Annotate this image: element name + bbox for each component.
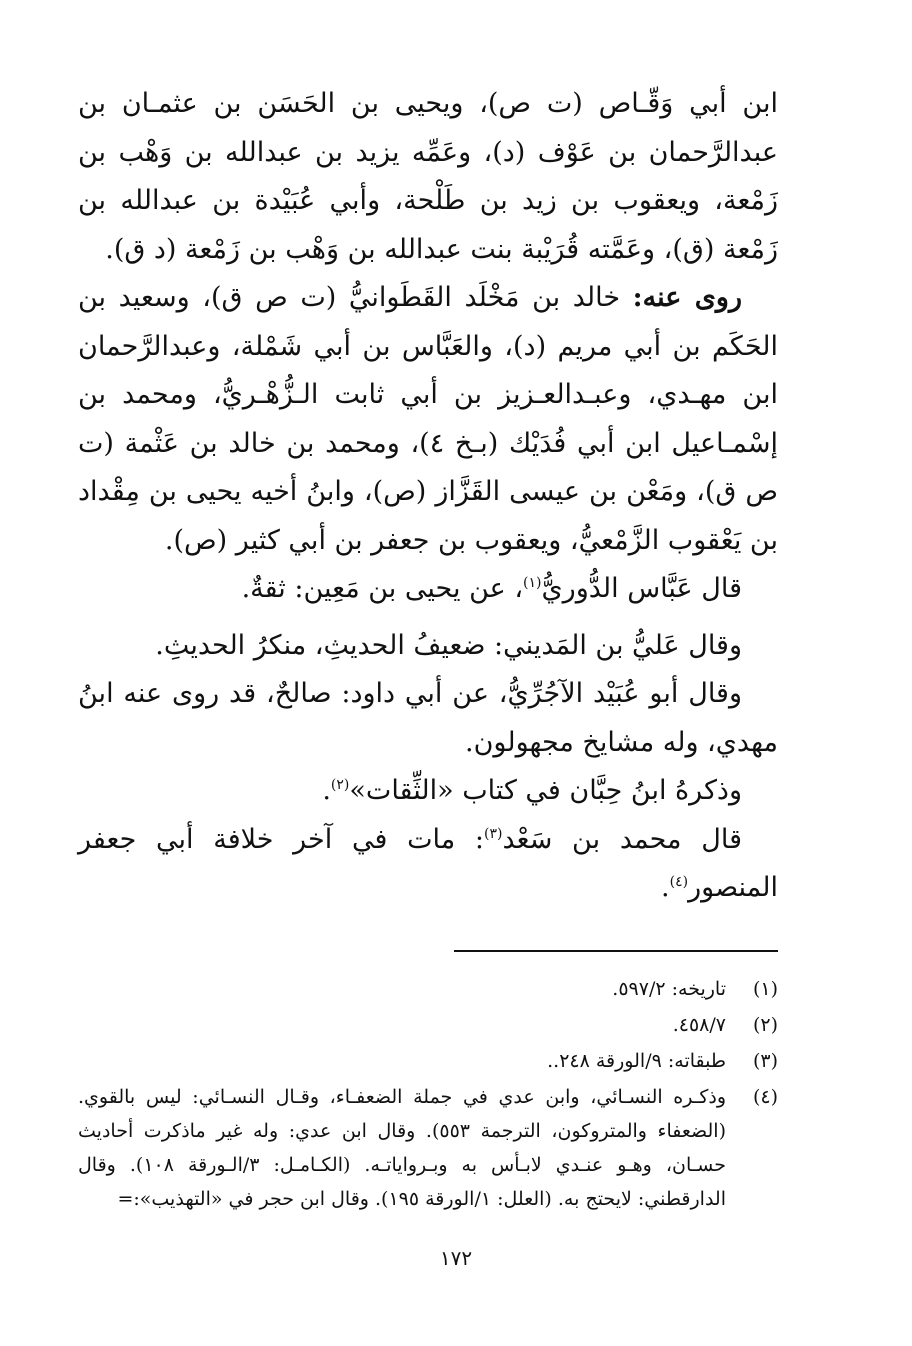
biography-text <box>78 80 778 913</box>
students-heading: روى عنه: <box>632 282 743 313</box>
footnote-ref-2: (٢) <box>330 777 350 793</box>
paragraph-saad <box>78 816 778 913</box>
paragraph-ajurri: وقال أبو عُبَيْد الآجُرِّيُّ، عن أبي داود: صالحٌ، قد روى عنه ابنُ مهدي، وله مشايخ مجهولون. <box>78 678 778 758</box>
footnote <box>78 972 778 1006</box>
footnote-ref-3: (٣) <box>484 825 503 842</box>
saad-text-end: . <box>661 872 670 903</box>
duri-text: قال عَبَّاس الدُّوريُّ <box>541 573 742 604</box>
duri-text-end: ، عن يحيى بن مَعِين: ثقةٌ. <box>241 573 524 604</box>
saad-text: قال محمد بن سَعْد <box>502 823 742 855</box>
paragraph-madini: وقال عَليُّ بن المَديني: ضعيفُ الحديثِ، منكرُ الحديثِ. <box>155 629 742 661</box>
footnote <box>78 1080 778 1216</box>
footnote-text: وذكـره النسـائي، وابن عدي في جملة الضعفـاء، وقـال النسـائي: ليس بالقوي. (الضعفاء والمتروكون، الترجمة ٥٥٣). وقال ابن عدي: وله غير ماذكرت أحاديث حسـان، وهـو عنـدي لابـأس به وبـرواياتـه. (الكـامـل: ٣/الـورقة ١٠٨). وقال الدارقطني: لايحتج به. (العلل: ١/الورقة ١٩٥). وقال ابن حجر في «التهذيب»:= <box>78 1086 726 1210</box>
footnote-number: (٣) <box>752 1050 778 1072</box>
footnote-text: ٤٥٨/٧. <box>672 1014 726 1036</box>
saad-text-mid: : مات في آخر خلافة أبي جعفر المنصور <box>78 823 778 903</box>
footnote-number: (٢) <box>752 1014 778 1036</box>
paragraph-hibban <box>78 767 778 816</box>
footnote-text: طبقاته: ٩/الورقة ٢٤٨.. <box>547 1050 726 1072</box>
footnote <box>78 1044 778 1078</box>
footnote-number: (١) <box>752 978 778 1000</box>
footnote-ref-4: (٤) <box>669 874 689 890</box>
hibban-text: وذكرهُ ابنُ حِبَّان في كتاب «الثِّقات» <box>349 775 742 806</box>
footnote-ref-1: (١) <box>523 575 542 591</box>
footnote-number: (٤) <box>752 1086 778 1108</box>
page-number: ١٧٢ <box>439 1246 473 1270</box>
hibban-text-end: . <box>322 775 331 806</box>
footnote <box>78 1008 778 1042</box>
footnote-separator <box>454 950 778 952</box>
footnotes <box>78 972 778 1216</box>
footnote-text: تاريخه: ٥٩٧/٢. <box>612 978 726 1000</box>
students-text: خالد بن مَخْلَد القَطَوانيُّ (ت ص ق)، وسعيد بن الحَكَم بن أبي مريم (د)، والعَبَّاس بن أبي شَمْلة، وعبدالرَّحمان ابن مهـدي، وعبـدالعـزيز بن أبي ثابت الـزُّهْـريُّ، ومحمد بن إسْمـاعيل ابن أبي فُدَيْك (بـخ ٤)، ومحمد بن خالد بن عَثْمة (ت ص ق)، ومَعْن بن عيسى القَزَّاز (ص)، وابنُ أخيه يحيى بن مِقْداد بن يَعْقوب الزَّمْعيُّ، ويعقوب بن جعفر بن أبي كثير (ص). <box>78 282 778 556</box>
paragraph-teachers: ابن أبي وَقّـاص (ت ص)، ويحيى بن الحَسَن بن عثمـان بن عبدالرَّحمان بن عَوْف (د)، وعَمِّه يزيد بن عبدالله بن وَهْب بن زَمْعة، ويعقوب بن زيد بن طَلْحة، وأبي عُبَيْدة بن عبدالله بن زَمْعة (ق)، وعَمَّته قُرَيْبة بنت عبدالله بن وَهْب بن زَمْعة (د ق). <box>78 88 778 265</box>
paragraph-duri <box>78 565 778 614</box>
paragraph-students <box>78 274 778 565</box>
